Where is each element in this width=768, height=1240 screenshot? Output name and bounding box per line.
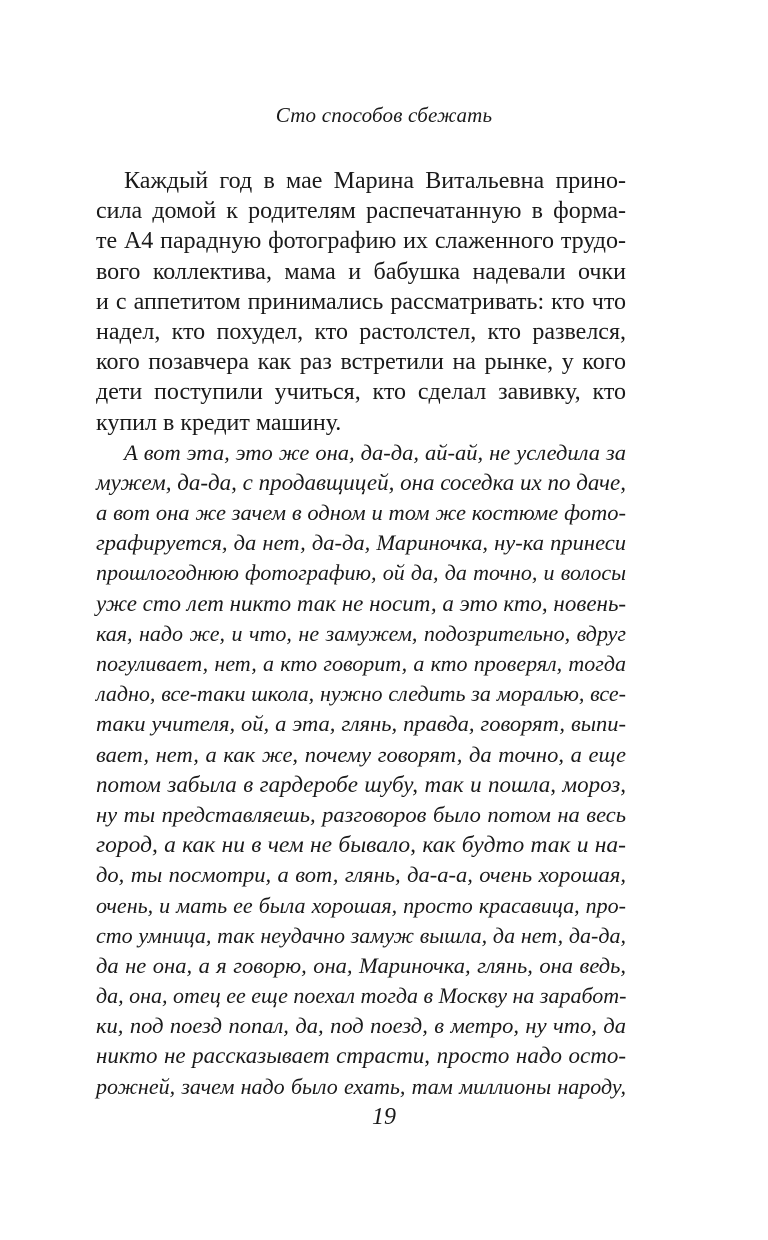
- paragraph-narrative: [96, 166, 626, 438]
- text-line: город, а как ни в чем не бывало, как будто так и на-: [96, 832, 626, 859]
- text-line: ну ты представляешь, разговоров было потом на весь: [96, 801, 626, 827]
- text-line: таки учителя, ой, а эта, глянь, правда, говорят, выпи-: [96, 711, 626, 737]
- text-line: вого коллектива, мама и бабушка надевали очки: [96, 258, 626, 285]
- text-line: очень, и мать ее была хорошая, просто красавица, про-: [96, 892, 626, 918]
- text-line: сто умница, так неудачно замуж вышла, да нет, да-да,: [96, 922, 626, 948]
- text-line: те А4 парадную фотографию их слаженного трудо-: [96, 228, 626, 255]
- text-line: до, ты посмотри, а вот, глянь, да-а-а, очень хорошая,: [96, 862, 626, 888]
- text-line: вает, нет, а как же, почему говорят, да точно, а еще: [96, 741, 626, 767]
- text-line: графируется, да нет, да-да, Мариночка, ну-ка принеси: [96, 530, 626, 556]
- text-line: рожней, зачем надо было ехать, там миллионы народу,: [96, 1073, 626, 1099]
- text-line: уже сто лет никто так не носит, а это кто, новень-: [96, 590, 627, 616]
- text-line: сила домой к родителям распечатанную в форма-: [96, 198, 626, 225]
- text-line: да, она, отец ее еще поехал тогда в Москву на заработ-: [96, 983, 627, 1009]
- body-text: [96, 166, 626, 1102]
- text-line: дети поступили учиться, кто сделал завивку, кто: [96, 379, 626, 406]
- text-line: погуливает, нет, а кто говорит, а кто проверял, тогда: [96, 651, 626, 676]
- text-line: да не она, а я говорю, она, Мариночка, глянь, она ведь,: [96, 952, 626, 978]
- text-line: А вот эта, это же она, да-да, ай-ай, не уследила за: [124, 439, 626, 465]
- text-line: мужем, да-да, с продавщицей, она соседка их по даче,: [96, 469, 626, 495]
- paragraph-dialogue: [96, 438, 626, 1102]
- text-line: прошлогоднюю фотографию, ой да, да точно, и волосы: [96, 560, 626, 586]
- text-line: купил в кредит машину.: [96, 409, 342, 436]
- text-line: Каждый год в мае Марина Витальевна прино-: [124, 168, 626, 194]
- text-line: и с аппетитом принимались рассматривать: кто что: [96, 288, 626, 315]
- text-line: а вот она же зачем в одном и том же костюме фото-: [96, 500, 626, 526]
- text-line: потом забыла в гардеробе шубу, так и пошла, мороз,: [96, 771, 626, 797]
- text-line: ки, под поезд попал, да, под поезд, в метро, ну что, да: [96, 1013, 626, 1039]
- text-line: ладно, все-таки школа, нужно следить за моралью, все-: [96, 681, 626, 707]
- text-line: надел, кто похудел, кто растолстел, кто развелся,: [96, 318, 626, 345]
- text-line: кого позавчера как раз встретили на рынке, у кого: [96, 349, 626, 376]
- text-line: кая, надо же, и что, не замужем, подозрительно, вдруг: [96, 620, 626, 646]
- running-title: Сто способов сбежать: [275, 103, 493, 127]
- text-line: никто не рассказывает страсти, просто надо осто-: [96, 1043, 626, 1069]
- page-number: 19: [372, 1104, 396, 1130]
